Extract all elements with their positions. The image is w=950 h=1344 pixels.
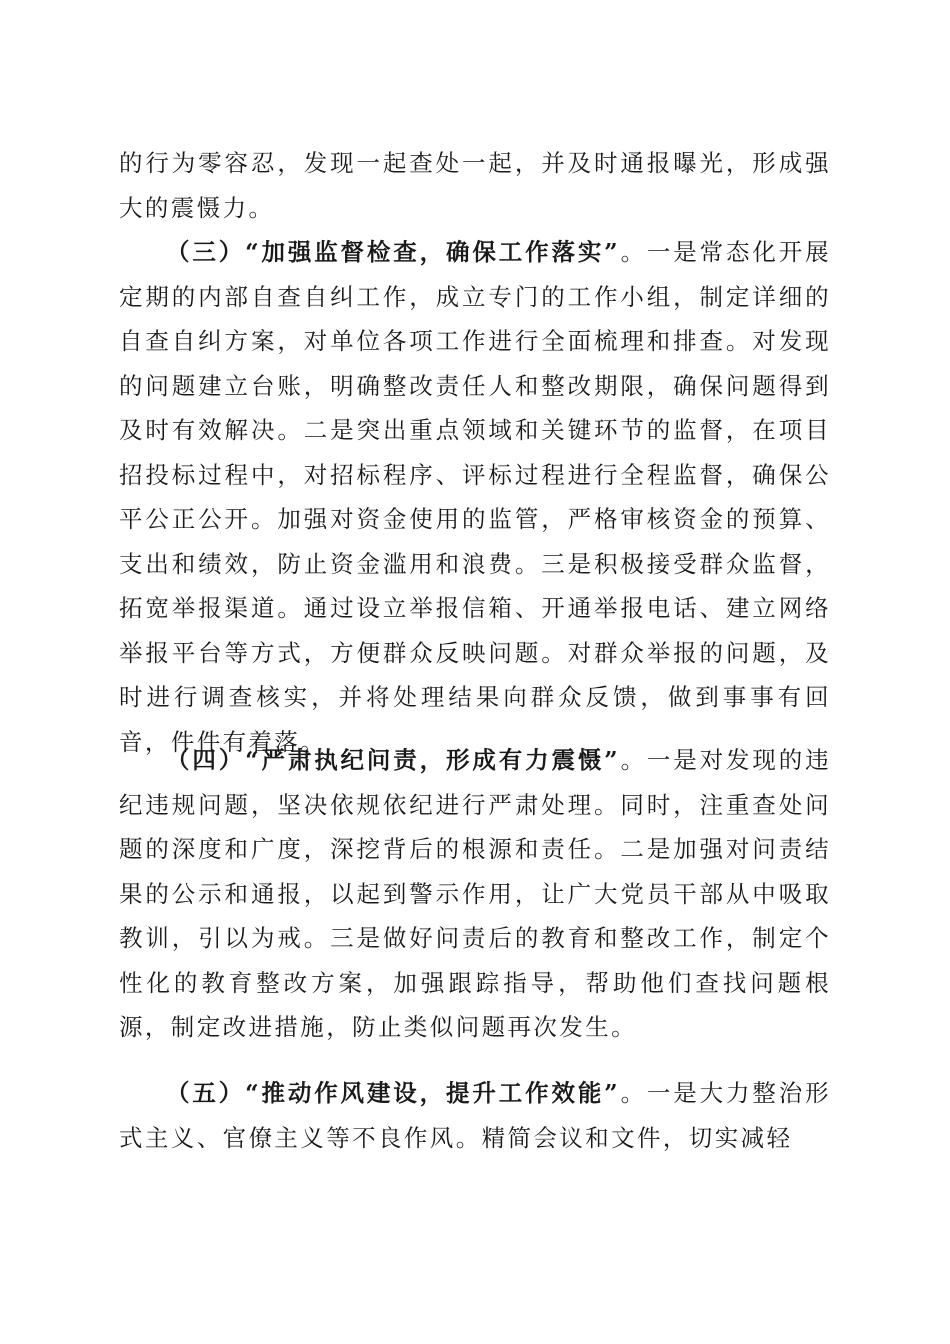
paragraph-continuation bbox=[119, 141, 831, 230]
section-heading-4: （四）“严肃执纪问责，形成有力震慑” bbox=[166, 746, 621, 774]
text-block-section-3 bbox=[119, 230, 831, 764]
paragraph-body: 。一是常态化开展定期的内部自查自纠工作，成立专门的工作小组，制定详细的自查自纠方案，对单位各项工作进行全面梳理和排查。对发现的问题建立台账，明确整改责任人和整改期限，确保问题得到及时有效解决。二是突出重点领域和关键环节的监督，在项目招投标过程中，对招标程序、评标过程进行全程监督，确保公平公正公开。加强对资金使用的监管，严格审核资金的预算、支出和绩效，防止资金滥用和浪费。三是积极接受群众监督，拓宽举报渠道。通过设立举报信箱、开通举报电话、建立网络举报平台等方式，方便群众反映问题。对群众举报的问题，及时进行调查核实，并将处理结果向群众反馈，做到事事有回音，件件有着落。 bbox=[119, 238, 832, 756]
paragraph-body: 的行为零容忍，发现一起查处一起，并及时通报曝光，形成强大的震慑力。 bbox=[119, 149, 831, 222]
paragraph-section-4 bbox=[119, 738, 831, 1050]
paragraph-section-3 bbox=[119, 230, 831, 764]
section-heading-5: （五）“推动作风建设，提升工作效能” bbox=[166, 1079, 621, 1107]
paragraph-body: 。一是大力整治形式主义、官僚主义等不良作风。精简会议和文件，切实减轻 bbox=[119, 1079, 832, 1152]
text-block-section-4 bbox=[119, 738, 831, 1050]
text-block-section-5 bbox=[119, 1071, 831, 1160]
text-block-top bbox=[119, 141, 831, 230]
section-heading-3: （三）“加强监督检查，确保工作落实” bbox=[166, 238, 621, 266]
paragraph-section-5 bbox=[119, 1071, 831, 1160]
paragraph-body: 。一是对发现的违纪违规问题，坚决依规依纪进行严肃处理。同时，注重查处问题的深度和广度，深挖背后的根源和责任。二是加强对问责结果的公示和通报，以起到警示作用，让广大党员干部从中吸取教训，引以为戒。三是做好问责后的教育和整改工作，制定个性化的教育整改方案，加强跟踪指导，帮助他们查找问题根源，制定改进措施，防止类似问题再次发生。 bbox=[119, 746, 832, 1041]
